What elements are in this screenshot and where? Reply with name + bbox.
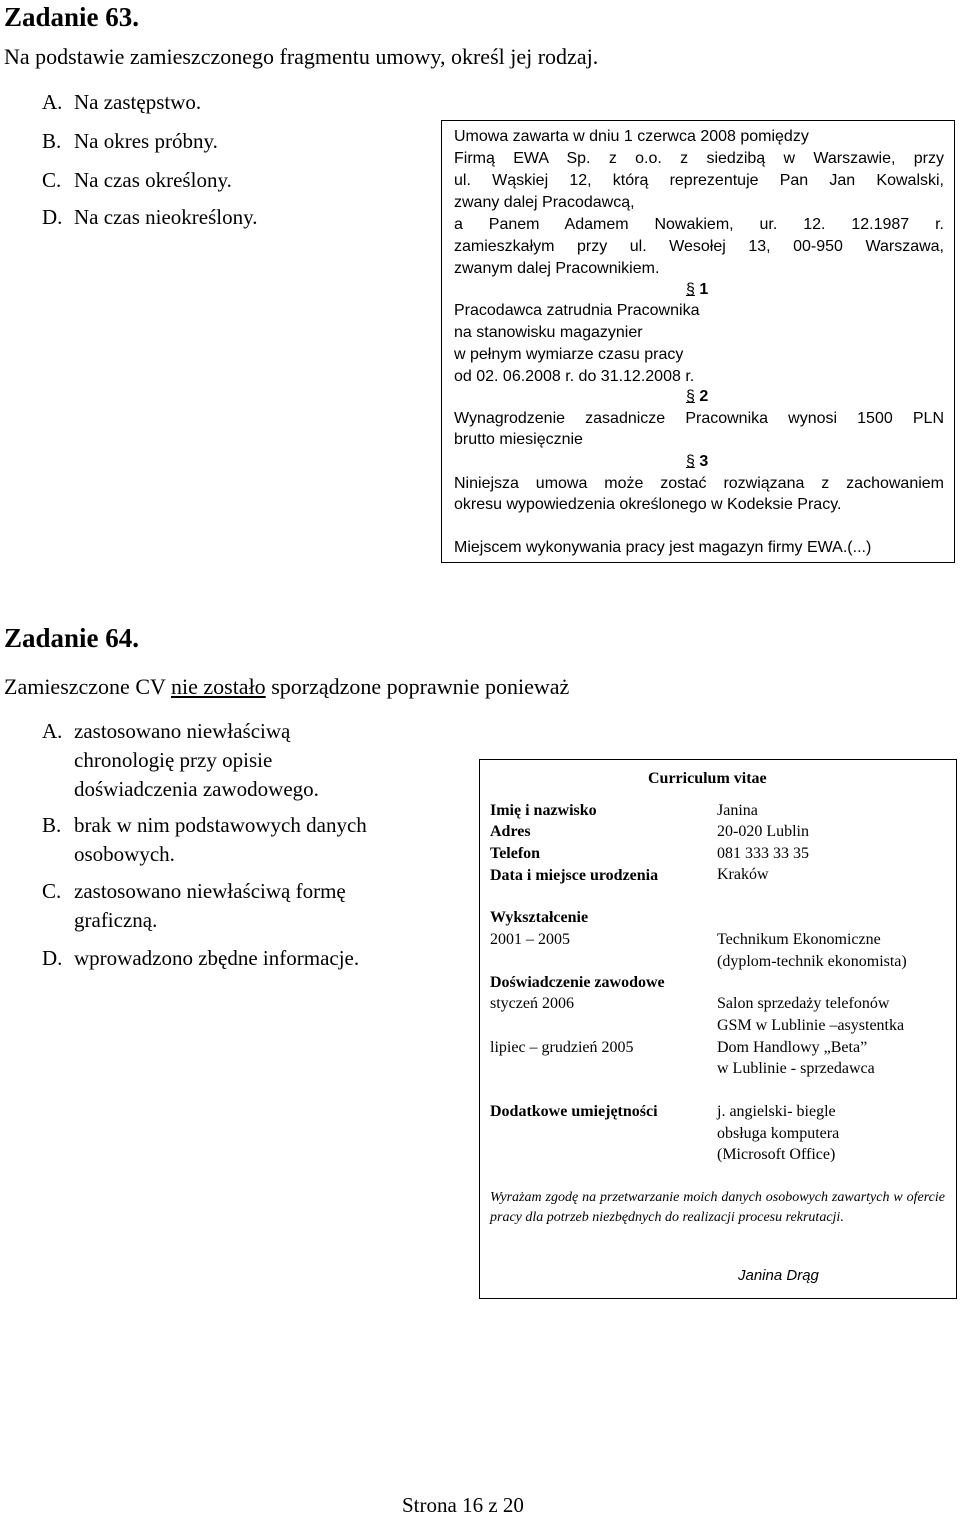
task-64-option-a[interactable] (42, 717, 319, 804)
option-text: doświadczenia zawodowego. (74, 777, 319, 801)
option-text: wprowadzono zbędne informacje. (74, 946, 360, 970)
section-symbol: § (686, 281, 695, 298)
contract-line: Wynagrodzenie zasadnicze Pracownika wynosi 1500 PLN (454, 410, 944, 427)
question-text: Zamieszczone CV (4, 674, 166, 699)
option-letter: C. (42, 879, 62, 903)
option-text: osobowych. (74, 842, 175, 866)
cv-experience-value: Salon sprzedaży telefonów (717, 995, 890, 1012)
cv-name-label: Imię i nazwisko (490, 802, 597, 819)
cv-experience-value: w Lublinie - sprzedawca (717, 1060, 875, 1077)
cv-phone-value: 081 333 33 35 (717, 845, 809, 862)
option-letter: A. (42, 90, 63, 114)
cv-skills-value: j. angielski- biegle (717, 1103, 836, 1120)
contract-line: zwany dalej Pracodawcą, (454, 194, 635, 211)
cv-birth-value: Kraków (717, 866, 769, 883)
option-letter: D. (42, 205, 63, 229)
section-number: 2 (699, 388, 709, 405)
option-text: Na zastępstwo. (74, 90, 202, 114)
cv-name-value: Janina (717, 802, 758, 819)
contract-line: Firmą EWA Sp. z o.o. z siedzibą w Warszawie, przy (454, 150, 944, 167)
contract-line: Pracodawca zatrudnia Pracownika (454, 302, 700, 319)
option-letter: B. (42, 813, 62, 837)
cv-experience-period: lipiec – grudzień 2005 (490, 1039, 634, 1056)
task-64-option-c[interactable] (42, 877, 346, 935)
cv-phone-label: Telefon (490, 845, 541, 862)
task-63-option-a[interactable] (42, 90, 201, 115)
option-letter: A. (42, 719, 63, 743)
option-letter: D. (42, 946, 63, 970)
option-letter: C. (42, 168, 62, 192)
contract-line: na stanowisku magazynier (454, 324, 643, 341)
contract-line: okresu wypowiedzenia określonego w Kodeksie Pracy. (454, 496, 842, 513)
contract-closing: Miejscem wykonywania pracy jest magazyn firmy EWA.(...) (454, 539, 872, 556)
contract-line: zamieszkałym przy ul. Wesołej 13, 00-950 Warszawa, (454, 238, 944, 255)
section-3-heading (686, 453, 708, 471)
section-1-heading (686, 281, 708, 299)
cv-signature: Janina Drąg (738, 1267, 819, 1284)
option-text: Na czas określony. (74, 168, 232, 192)
cv-skills-label: Dodatkowe umiejętności (490, 1103, 658, 1120)
contract-line: ul. Wąskiej 12, którą reprezentuje Pan Jan Kowalski, (454, 172, 944, 189)
option-text: brak w nim podstawowych danych (74, 813, 367, 837)
section-number: 3 (699, 453, 709, 470)
option-text: Na czas nieokreślony. (74, 205, 258, 229)
section-symbol: § (686, 453, 695, 470)
option-text: chronologię przy opisie (74, 748, 273, 772)
task-64-option-d[interactable] (42, 944, 359, 973)
cv-address-label: Adres (490, 823, 531, 840)
task-64-option-b[interactable] (42, 811, 367, 869)
task-64-title: Zadanie 64. (4, 623, 140, 653)
section-symbol: § (686, 388, 695, 405)
cv-experience-period: styczeń 2006 (490, 995, 574, 1012)
question-emphasis: nie zostało (170, 674, 266, 699)
section-number: 1 (699, 281, 709, 298)
contract-line: Umowa zawarta w dniu 1 czerwca 2008 pomiędzy (454, 128, 809, 145)
cv-education-value: Technikum Ekonomiczne (717, 931, 881, 948)
section-2-heading (686, 388, 708, 406)
contract-line: od 02. 06.2008 r. do 31.12.2008 r. (454, 368, 695, 385)
option-text: zastosowano niewłaściwą (74, 719, 291, 743)
option-text: zastosowano niewłaściwą formę (74, 879, 346, 903)
task-63-question: Na podstawie zamieszczonego fragmentu umowy, określ jej rodzaj. (4, 44, 599, 69)
contract-fragment-box (441, 120, 955, 563)
contract-line: zwanym dalej Pracownikiem. (454, 260, 660, 277)
page-number: Strona 16 z 20 (402, 1493, 524, 1517)
task-63-option-d[interactable] (42, 205, 257, 230)
contract-line: a Panem Adamem Nowakiem, ur. 12. 12.1987 r. (454, 216, 944, 233)
task-64-question (4, 674, 569, 700)
option-text: Na okres próbny. (74, 129, 218, 153)
cv-box (479, 759, 957, 1299)
cv-education-value: (dyplom-technik ekonomista) (717, 953, 907, 970)
cv-experience-label: Doświadczenie zawodowe (490, 974, 665, 991)
cv-address-value: 20-020 Lublin (717, 823, 809, 840)
task-63-option-c[interactable] (42, 168, 232, 193)
contract-line: w pełnym wymiarze czasu pracy (454, 346, 684, 363)
contract-line: brutto miesięcznie (454, 431, 583, 448)
option-text: graficzną. (74, 908, 158, 932)
cv-skills-value: (Microsoft Office) (717, 1146, 836, 1163)
question-text: sporządzone poprawnie ponieważ (271, 674, 570, 699)
cv-experience-value: GSM w Lublinie –asystentka (717, 1017, 905, 1034)
contract-line: Niniejsza umowa może zostać rozwiązana z zachowaniem (454, 475, 944, 492)
cv-education-label: Wykształcenie (490, 909, 589, 926)
task-63-title: Zadanie 63. (4, 2, 140, 32)
cv-skills-value: obsługa komputera (717, 1125, 840, 1142)
cv-experience-value: Dom Handlowy „Beta” (717, 1039, 868, 1056)
task-63-option-b[interactable] (42, 129, 218, 154)
cv-title: Curriculum vitae (648, 770, 767, 787)
cv-education-period: 2001 – 2005 (490, 931, 570, 948)
cv-birth-label: Data i miejsce urodzenia (490, 867, 659, 884)
option-letter: B. (42, 129, 62, 153)
cv-consent-clause: Wyrażam zgodę na przetwarzanie moich danych osobowych zawartych w ofercie pracy dla potrzeb niezbędnych do realizacji procesu rekrutacji. (490, 1190, 945, 1225)
